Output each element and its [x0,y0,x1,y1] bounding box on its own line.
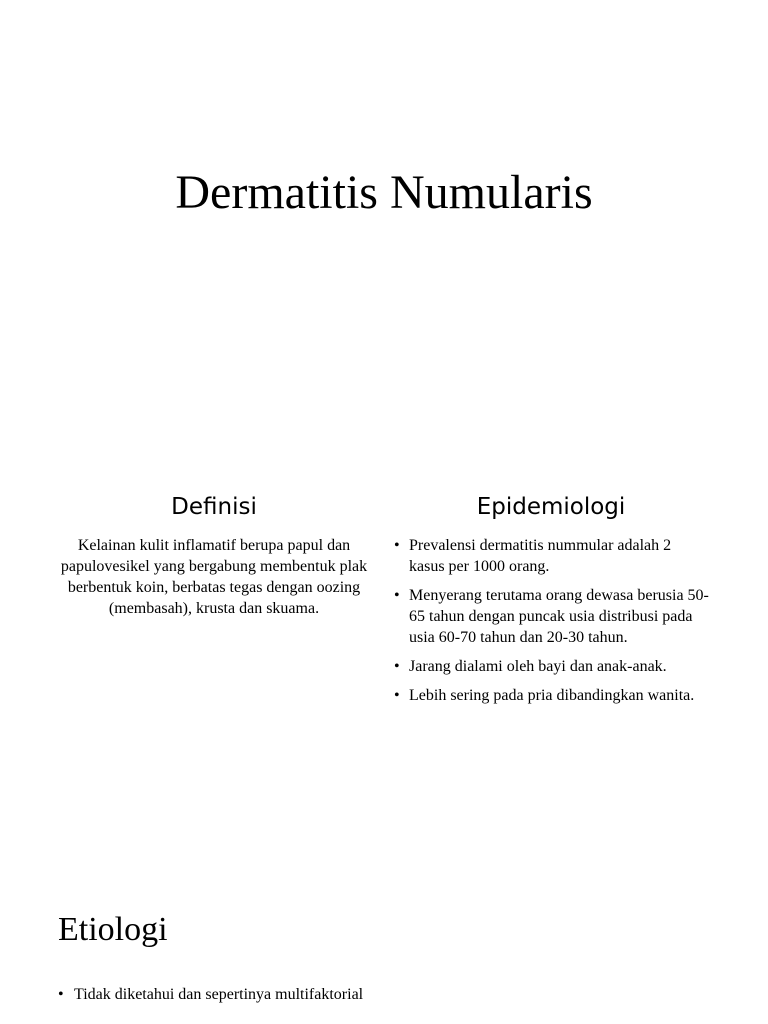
epidemiologi-section [392,492,710,714]
bullet-icon: • [394,587,400,604]
definisi-text: Kelainan kulit inflamatif berupa papul dan papulovesikel yang bergabung membentuk plak berbentuk koin, berbatas tegas dengan oozing (membasah), krusta dan skuama. [60,537,368,617]
bullet-icon: • [394,537,400,554]
slide-title: Dermatitis Numularis [175,166,593,219]
epidemiologi-list [392,535,710,706]
definisi-section [58,492,370,619]
definisi-heading: Definisi [171,494,257,520]
list-item-text: Jarang dialami oleh bayi dan anak-anak. [409,658,667,675]
list-item [392,685,710,706]
list-item [392,535,710,577]
epidemiologi-heading: Epidemiologi [476,494,626,520]
etiologi-heading: Etiologi [58,911,168,948]
list-item [392,585,710,648]
list-item [58,984,718,1005]
bullet-icon: • [58,986,64,1003]
list-item-text: Menyerang terutama orang dewasa berusia 50-65 tahun dengan puncak usia distribusi pada usia 60-70 tahun dan 20-30 tahun. [409,587,709,646]
bullet-icon: • [394,687,400,704]
list-item-text: Lebih sering pada pria dibandingkan wanita. [409,687,695,704]
list-item-text: Tidak diketahui dan sepertinya multifaktorial [74,986,364,1003]
bullet-icon: • [394,658,400,675]
list-item-text: Prevalensi dermatitis nummular adalah 2 kasus per 1000 orang. [409,537,672,575]
etiologi-list [58,984,718,1005]
list-item [392,656,710,677]
